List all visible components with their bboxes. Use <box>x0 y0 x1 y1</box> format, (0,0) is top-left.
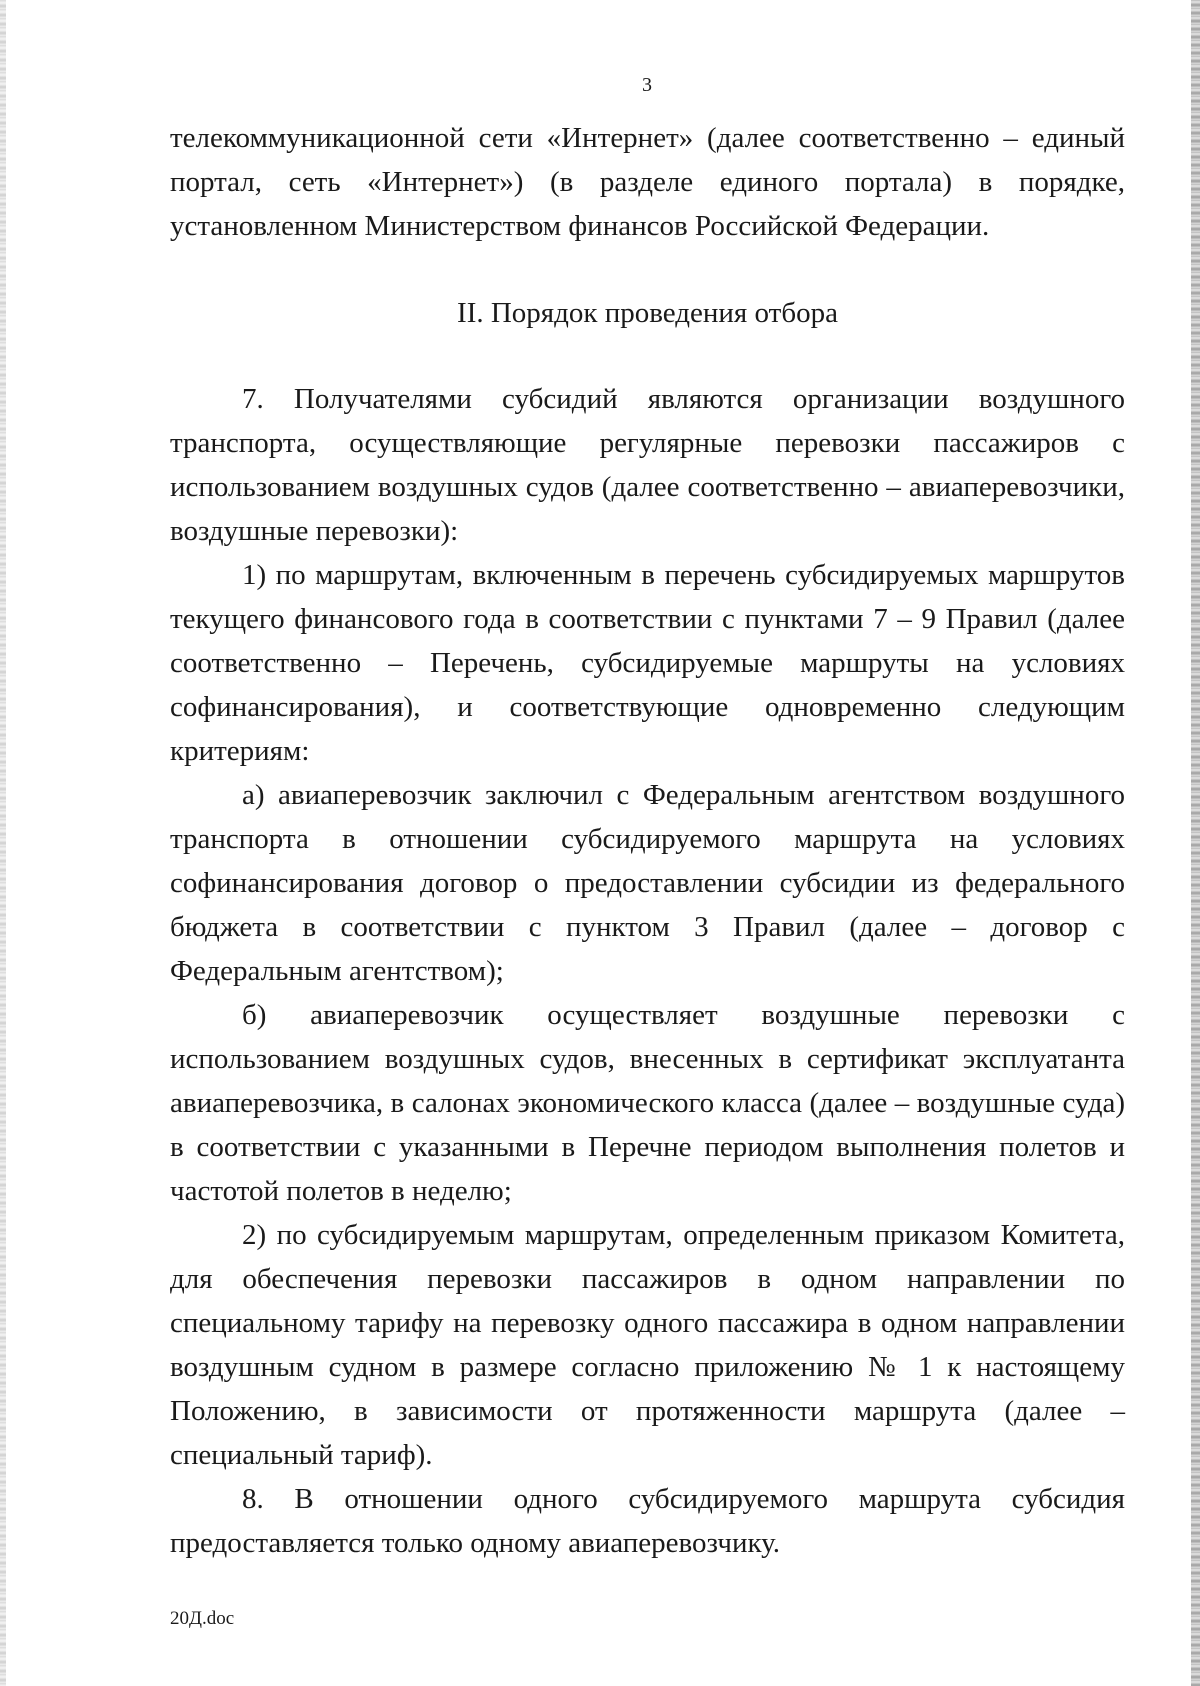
page-number: 3 <box>642 74 652 96</box>
paragraph-7-item-2: 2) по субсидируемым маршрутам, определенным приказом Комитета, для обеспечения перевозки пассажиров в одном направлении по специальному тарифу на перевозку одного пассажира в одном направлении воздушным судном в размере согласно приложению № 1 к настоящему Положению, в зависимости от протяженности маршрута (далее – специальный тариф). <box>170 1219 1125 1471</box>
paragraph-8: 8. В отношении одного субсидируемого маршрута субсидия предоставляется только одному авиаперевозчику. <box>170 1483 1125 1559</box>
section-heading: II. Порядок проведения отбора <box>457 297 838 329</box>
scan-edge-left <box>0 0 6 1686</box>
document-body <box>170 116 1125 1565</box>
intro-paragraph: телекоммуникационной сети «Интернет» (далее соответственно – единый портал, сеть «Интернет») (в разделе единого портала) в порядке, установленном Министерством финансов Российской Федерации. <box>170 122 1125 242</box>
scan-edge-right <box>1191 0 1200 1686</box>
paragraph-7: 7. Получателями субсидий являются организации воздушного транспорта, осуществляющие регулярные перевозки пассажиров с использованием воздушных судов (далее соответственно – авиаперевозчики, воздушные перевозки): <box>170 383 1125 547</box>
paragraph-7-item-1-b: б) авиаперевозчик осуществляет воздушные перевозки с использованием воздушных судов, внесенных в сертификат эксплуатанта авиаперевозчика, в салонах экономического класса (далее – воздушные суда) в соответствии с указанными в Перечне периодом выполнения полетов и частотой полетов в неделю; <box>170 999 1125 1207</box>
paragraph-7-item-1: 1) по маршрутам, включенным в перечень субсидируемых маршрутов текущего финансового года в соответствии с пунктами 7 – 9 Правил (далее соответственно – Перечень, субсидируемые маршруты на условиях софинансирования), и соответствующие одновременно следующим критериям: <box>170 559 1125 767</box>
paragraph-7-item-1-a: а) авиаперевозчик заключил с Федеральным агентством воздушного транспорта в отношении субсидируемого маршрута на условиях софинансирования договор о предоставлении субсидии из федерального бюджета в соответствии с пунктом 3 Правил (далее – договор с Федеральным агентством); <box>170 779 1125 987</box>
footer-filename: 20Д.doc <box>170 1608 235 1629</box>
